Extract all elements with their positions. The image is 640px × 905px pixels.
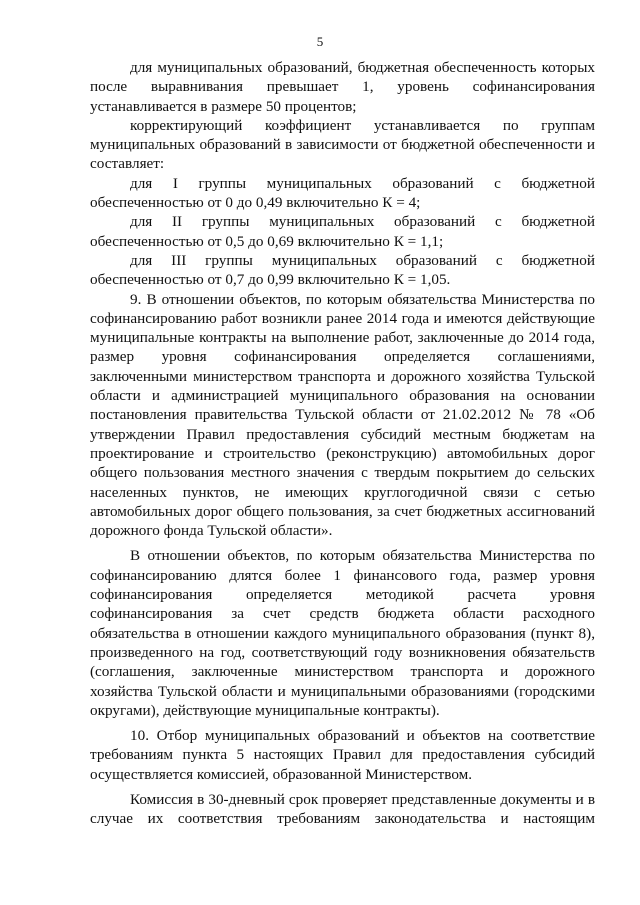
text-line: составляет: <box>90 155 165 173</box>
text-line: В отношении объектов, по которым обязательства Министерства по <box>130 547 595 565</box>
text-line: 10. Отбор муниципальных образований и объектов на соответствие <box>130 727 595 745</box>
paragraph-p4 <box>90 212 595 251</box>
text-line: после выравнивания превышает 1, уровень софинансирования <box>90 78 595 96</box>
text-line: случае их соответствия требованиям законодательства и настоящим <box>90 810 595 828</box>
text-line: для I группы муниципальных образований с бюджетной <box>130 174 595 192</box>
text-line: устанавливается в размере 50 процентов; <box>90 97 357 115</box>
text-line: (соглашения, заключенные министерством транспорта и дорожного <box>90 663 595 681</box>
text-line: Комиссия в 30-дневный срок проверяет представленные документы и в <box>130 790 595 808</box>
text-line: хозяйства Тульской области и муниципальными образованиями (городскими <box>90 682 595 700</box>
text-line: для III группы муниципальных образований с бюджетной <box>130 251 595 269</box>
text-line: муниципальные контракты на выполнение работ, заключенные до 2014 года, <box>90 329 595 347</box>
text-line: проектирование и строительство (реконструкцию) автомобильных дорог <box>90 444 595 462</box>
text-line: для муниципальных образований, бюджетная обеспеченность которых <box>130 59 595 76</box>
text-line: постановления правительства Тульской области от 21.02.2012 № 78 «Об <box>90 406 595 424</box>
text-line: обеспеченностью от 0 до 0,49 включительно К = 4; <box>90 194 421 212</box>
text-line: осуществляется комиссией, образованной Министерством. <box>90 765 473 783</box>
text-line: софинансированию работ возникли ранее 2014 года и имеются действующие <box>90 309 595 327</box>
text-line: общего пользования местного значения с твердым покрытием до сельских <box>90 464 595 482</box>
paragraph-p8 <box>90 726 595 784</box>
text-line: утверждении Правил предоставления субсидий местным бюджетам на <box>90 425 595 443</box>
paragraph-p1 <box>90 58 595 116</box>
text-line: обеспеченностью от 0,5 до 0,69 включительно К = 1,1; <box>90 232 444 250</box>
text-line: населенных пунктов, не имеющих круглогодичной связи с сетью <box>90 483 595 501</box>
document-body <box>90 58 595 829</box>
text-line: для II группы муниципальных образований с бюджетной <box>130 213 595 231</box>
page-number: 5 <box>316 34 324 49</box>
paragraph-p3 <box>90 174 595 213</box>
text-line: софинансирования за счет средств бюджета области расходного <box>90 605 595 623</box>
text-line: корректирующий коэффициент устанавливается по группам <box>130 116 595 134</box>
text-line: обязательства в отношении каждого муниципального образования (пункт 8), <box>90 624 595 642</box>
text-line: софинансирования определяется методикой расчета уровня <box>90 586 595 604</box>
paragraph-p9 <box>90 790 595 829</box>
paragraph-p5 <box>90 251 595 290</box>
text-line: обеспеченностью от 0,7 до 0,99 включительно К = 1,05. <box>90 271 451 289</box>
text-line: 9. В отношении объектов, по которым обязательства Министерства по <box>130 290 595 308</box>
text-line: области и администрацией муниципального образования на основании <box>90 387 595 405</box>
text-line: размер уровня софинансирования определяется соглашениями, <box>90 348 595 366</box>
text-line: заключенными министерством транспорта и дорожного хозяйства Тульской <box>90 367 595 385</box>
text-line: округами), действующие муниципальные контракты). <box>90 701 440 719</box>
paragraph-p2 <box>90 116 595 174</box>
text-line: автомобильных дорог общего пользования, за счет бюджетных ассигнований <box>90 502 595 520</box>
text-line: требованиям пункта 5 настоящих Правил для предоставления субсидий <box>90 746 595 764</box>
text-line: дорожного фонда Тульской области». <box>90 522 333 540</box>
text-line: произведенного на год, соответствующий году возникновения обязательств <box>90 643 595 661</box>
text-line: муниципальных образований в зависимости от бюджетной обеспеченности и <box>90 136 595 154</box>
paragraph-p7 <box>90 546 595 720</box>
paragraph-p6 <box>90 290 595 541</box>
text-line: софинансированию длятся более 1 финансового года, размер уровня <box>90 566 595 584</box>
